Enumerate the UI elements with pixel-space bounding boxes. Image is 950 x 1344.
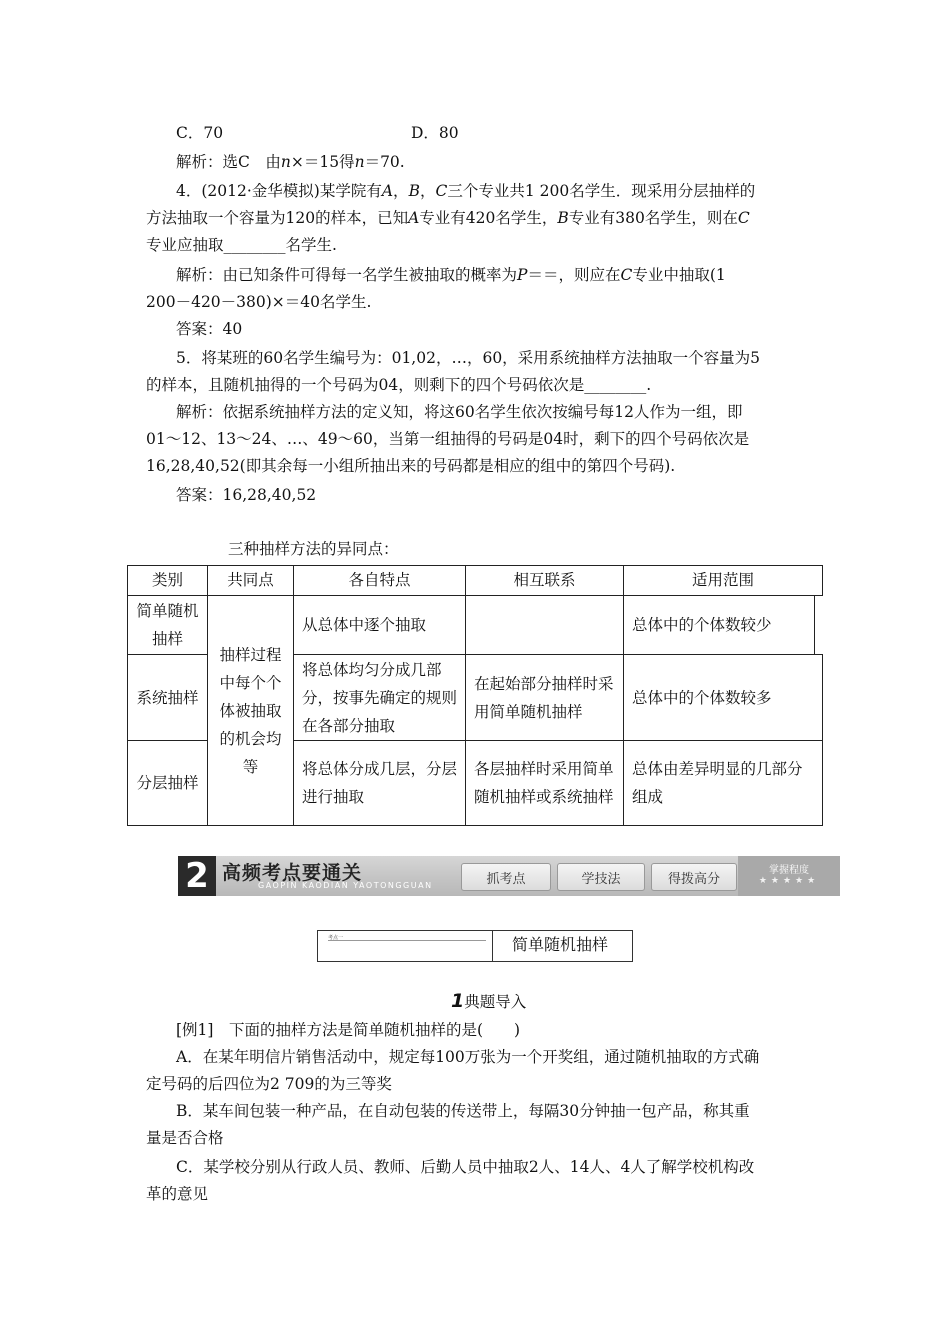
row1-scope: 总体中的个体数较少: [623, 595, 815, 655]
q5-answer: 答案：16,28,40,52: [176, 486, 317, 504]
section-subtitle: GAOPIN KAODIAN YAOTONGGUAN: [258, 881, 433, 890]
row3-scope: 总体由差异明显的几部分组成: [623, 740, 823, 826]
row1-relation: [465, 595, 624, 655]
q4-line-3: 专业应抽取________名学生.: [146, 236, 337, 254]
q5-line-1: 5．将某班的60名学生编号为：01,02，…，60，采用系统抽样方法抽取一个容量为5: [176, 349, 761, 367]
q5-analysis-3: 16,28,40,52(即其余每一小组所抽出来的号码都是相应的组中的第四个号码).: [146, 457, 676, 475]
example-option-c-2: 革的意见: [146, 1185, 209, 1203]
option-d: D．80: [411, 124, 459, 142]
example-option-b-2: 量是否合格: [146, 1129, 224, 1147]
row3-feature: 将总体分成几层，分层进行抽取: [293, 740, 466, 826]
row3-category: 分层抽样: [127, 740, 208, 826]
section-title: 高频考点要通关: [222, 862, 363, 884]
table-title: 三种抽样方法的异同点：: [228, 540, 399, 558]
tab-key-points[interactable]: 抓考点: [461, 863, 551, 891]
header-feature: 各自特点: [293, 565, 466, 596]
header-common: 共同点: [207, 565, 294, 596]
example-option-c-1: C．某学校分别从行政人员、教师、后勤人员中抽取2人、14人、4人了解学校机构改: [176, 1158, 755, 1176]
header-scope: 适用范围: [623, 565, 823, 596]
tab-high-score[interactable]: 得拨高分: [651, 863, 737, 891]
q5-line-2: 的样本，且随机抽得的一个号码为04，则剩下的四个号码依次是________.: [146, 376, 652, 394]
topic-name: 简单随机抽样: [512, 935, 609, 954]
q5-analysis-2: 01～12、13～24、…、49～60，当第一组抽得的号码是04时，剩下的四个号码依次是: [146, 430, 750, 448]
tab-techniques[interactable]: 学技法: [557, 863, 645, 891]
q5-analysis-1: 解析：依据系统抽样方法的定义知，将这60名学生依次按编号每12人作为一组，即: [176, 403, 743, 421]
intro-label: 典题导入: [464, 993, 527, 1011]
mastery-level: [738, 856, 840, 896]
q4-analysis-2: 200－420－380)×＝40名学生.: [146, 293, 372, 311]
topic-rule: [328, 940, 486, 941]
intro-heading: [451, 988, 526, 1015]
q3-analysis: 解析：选C 由n×＝15得n＝70.: [176, 153, 405, 171]
row2-feature: 将总体均匀分成几部分，按事先确定的规则在各部分抽取: [293, 654, 466, 741]
example-option-a-1: A．在某年明信片销售活动中，规定每100万张为一个开奖组，通过随机抽取的方式确: [176, 1048, 760, 1066]
mastery-label: 掌握程度: [769, 865, 809, 876]
row2-scope: 总体中的个体数较多: [623, 654, 823, 741]
header-category: 类别: [127, 565, 208, 596]
q4-line-1: 4．(2012·金华模拟)某学院有A，B，C三个专业共1 200名学生．现采用分层抽样的: [176, 182, 756, 200]
example-title: [例1] 下面的抽样方法是简单随机抽样的是( ): [176, 1021, 521, 1039]
intro-number: 1: [451, 990, 465, 1012]
star-icon: ★★★★★: [758, 876, 820, 886]
topic-label-box: [318, 931, 493, 961]
header-relation: 相互联系: [465, 565, 624, 596]
row1-feature: 从总体中逐个抽取: [293, 595, 466, 655]
example-option-a-2: 定号码的后四位为2 709的为三等奖: [146, 1075, 392, 1093]
section-banner: [178, 856, 840, 896]
row2-category: 系统抽样: [127, 654, 208, 741]
example-option-b-1: B．某车间包装一种产品，在自动包装的传送带上，每隔30分钟抽一包产品，称其重: [176, 1102, 750, 1120]
common-points: 抽样过程中每个个体被抽取的机会均等: [207, 595, 294, 826]
row1-category: 简单随机抽样: [127, 595, 208, 655]
q4-line-2: 方法抽取一个容量为120的样本，已知A专业有420名学生，B专业有380名学生，则在C: [146, 209, 750, 227]
q4-analysis-1: 解析：由已知条件可得每一名学生被抽取的概率为P＝＝，则应在C专业中抽取(1: [176, 266, 726, 284]
topic-kp-label: 考点一: [328, 935, 344, 941]
q4-answer: 答案：40: [176, 320, 243, 338]
row3-relation: 各层抽样时采用简单随机抽样或系统抽样: [465, 740, 624, 826]
option-c: C．70: [176, 124, 224, 142]
section-number: 2: [178, 856, 216, 896]
topic-box: [317, 930, 633, 962]
row2-relation: 在起始部分抽样时采用简单随机抽样: [465, 654, 624, 741]
